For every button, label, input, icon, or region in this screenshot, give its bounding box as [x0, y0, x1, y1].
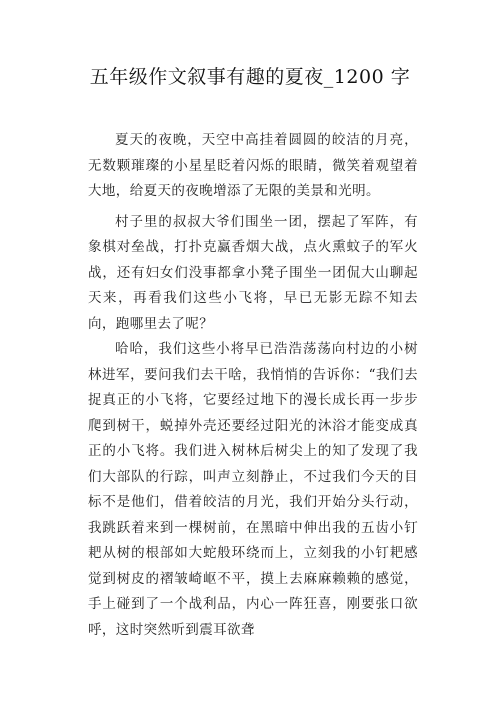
paragraph-1: 夏天的夜晚，天空中高挂着圆圆的皎洁的月亮，无数颗璀璨的小星星眨着闪烁的眼睛，微笑着观望着大地，给夏天的夜晚增添了无限的美景和光明。: [88, 132, 418, 199]
document-title: 五年级作文叙事有趣的夏夜_1200 字: [89, 66, 411, 88]
paragraph-3: 哈哈，我们这些小将早已浩浩荡荡向村边的小树林进军，要问我们去干啥，我悄悄的告诉你：“我们去捉真正的小飞将，它要经过地下的漫长成长再一步步爬到树干，蜕掉外壳还要经过阳光的沐浴才能变成真正的小飞将。我们进入树林后树尖上的知了发现了我们大部队的行踪，叫声立刻静止，不过我们今天的目标不是他们，借着皎洁的月光，我们开始分头行动，我跳跃着来到一棵树前，在黑暗中伸出我的五齿小钉耙从树的根部如大蛇般环绕而上，立刻我的小钉耙感觉到树皮的褶皱崎岖不平，摸上去麻麻赖赖的感觉，手上碰到了一个战利品，内心一阵狂喜，刚要张口欲呼，这时突然听到震耳欲聋: [88, 341, 418, 638]
paragraph-2: 村子里的叔叔大爷们围坐一团，摆起了军阵，有象棋对垒战，打扑克赢香烟大战，点火熏蚊子的军火战，还有妇女们没事都拿小凳子围坐一团侃大山聊起天来，再看我们这些小飞将，早已无影无踪不知去向，跑哪里去了呢？: [88, 213, 418, 332]
document-body: [88, 128, 418, 643]
